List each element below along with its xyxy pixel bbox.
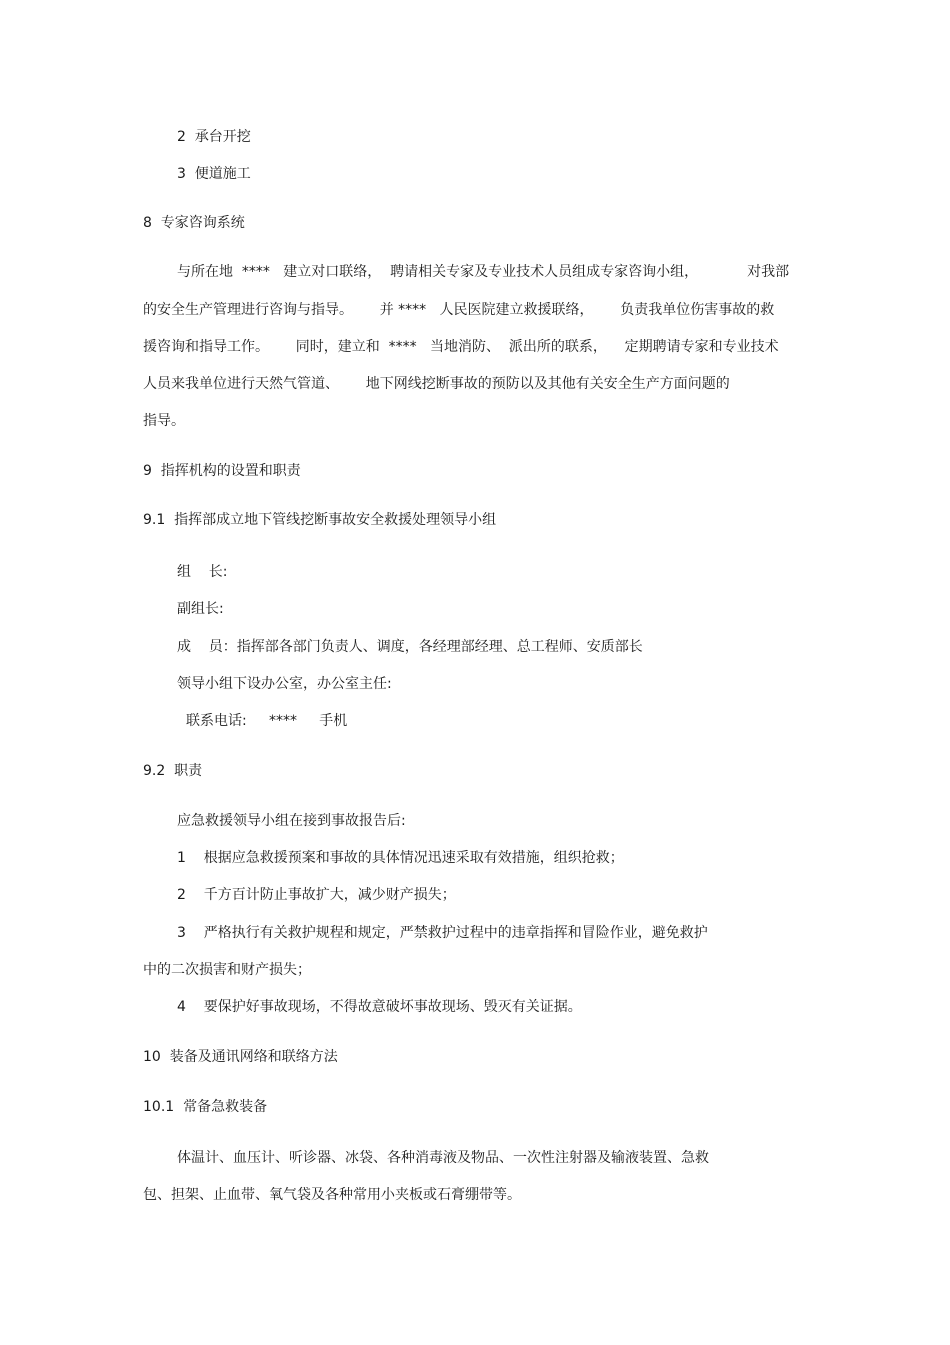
list-item: 1 根据应急救援预案和事故的具体情况迅速采取有效措施，组织抢救； xyxy=(177,850,624,866)
list-item: 2 千方百计防止事故扩大，减少财产损失； xyxy=(177,887,456,903)
text-line: 的安全生产管理进行咨询与指导。 并 **** 人民医院建立救援联络， 负责我单位伤害事故的救 xyxy=(143,302,775,318)
list-item: 3 严格执行有关救护规程和规定，严禁救护过程中的违章指挥和冒险作业，避免救护 xyxy=(177,925,708,941)
text-line: 组 长: xyxy=(177,564,228,580)
text-line: 体温计、血压计、听诊器、冰袋、各种消毒液及物品、一次性注射器及输液装置、急救 xyxy=(177,1150,709,1166)
subsection-heading: 9.2 职责 xyxy=(143,763,203,779)
text-line: 应急救援领导小组在接到事故报告后: xyxy=(177,813,406,829)
text-line: 中的二次损害和财产损失； xyxy=(143,962,311,978)
subsection-heading: 10.1 常备急救装备 xyxy=(143,1099,268,1115)
section-heading: 8 专家咨询系统 xyxy=(143,215,245,231)
text-line: 领导小组下设办公室，办公室主任: xyxy=(177,676,392,692)
text-line: 2 承台开挖 xyxy=(177,129,251,145)
text-line: 副组长: xyxy=(177,601,224,617)
section-heading: 9 指挥机构的设置和职责 xyxy=(143,463,301,479)
text-line: 3 便道施工 xyxy=(177,166,251,182)
text-line: 援咨询和指导工作。 同时，建立和 **** 当地消防、 派出所的联系， 定期聘请专家和专业技术 xyxy=(143,339,779,355)
text-line: 包、担架、止血带、氧气袋及各种常用小夹板或石膏绷带等。 xyxy=(143,1187,521,1203)
text-line: 成 员：指挥部各部门负责人、调度，各经理部经理、总工程师、安质部长 xyxy=(177,639,643,655)
text-line: 联系电话: **** 手机 xyxy=(186,713,348,729)
text-line: 人员来我单位进行天然气管道、 地下网线挖断事故的预防以及其他有关安全生产方面问题的 xyxy=(143,376,730,392)
list-item: 4 要保护好事故现场，不得故意破坏事故现场、毁灭有关证据。 xyxy=(177,999,582,1015)
section-heading: 10 装备及通讯网络和联络方法 xyxy=(143,1049,338,1065)
text-line: 指导。 xyxy=(143,413,185,429)
text-line: 与所在地 **** 建立对口联络， 聘请相关专家及专业技术人员组成专家咨询小组， 对我部 xyxy=(177,264,790,280)
subsection-heading: 9.1 指挥部成立地下管线挖断事故安全救援处理领导小组 xyxy=(143,512,497,528)
